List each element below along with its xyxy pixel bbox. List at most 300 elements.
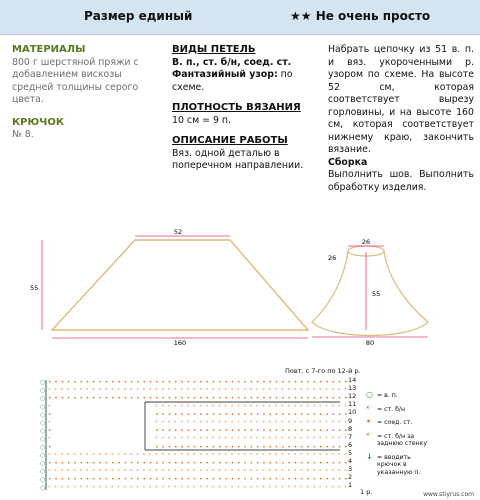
chart-stitch: • (243, 395, 247, 403)
chart-stitch: ˣ (218, 419, 221, 427)
chart-stitch: • (300, 460, 304, 467)
chart-stitch: • (129, 460, 134, 467)
chart-stitch: ˣ (155, 451, 158, 459)
chart-stitch: • (66, 476, 71, 484)
chart-stitch: • (205, 411, 210, 419)
chart-stitch: ˣ (142, 484, 146, 492)
chart-stitch: ˣ (331, 419, 335, 427)
chart-stitch: • (186, 411, 191, 419)
chart-stitch: • (243, 476, 247, 484)
chart-stitch: • (192, 427, 197, 435)
chart-stitch: ˣ (274, 403, 278, 411)
chart-stitch: ˣ (48, 419, 51, 427)
chart-stitch: • (104, 395, 109, 403)
chart-stitch: ˣ (142, 468, 146, 476)
chart-stitch: ˣ (174, 468, 177, 476)
chart-stitch: ˣ (337, 468, 341, 476)
chart-stitch: ˣ (180, 468, 183, 476)
chart-stitch: • (79, 395, 84, 403)
chart-stitch: ˣ (161, 435, 165, 443)
chart-stitch: • (155, 411, 159, 419)
chart-stitch: • (331, 476, 336, 484)
chart-stitch: ˣ (281, 451, 284, 459)
chart-stitch: ˣ (331, 387, 335, 395)
chart-stitch: • (136, 476, 140, 484)
chart-stitch: • (331, 411, 336, 419)
chart-stitch: • (268, 476, 273, 484)
chart-chain: ○ (40, 476, 46, 484)
chart-stitch: • (142, 395, 147, 403)
chart-stitch: • (318, 427, 323, 435)
chart-stitch: ˣ (344, 419, 347, 427)
chart-stitch: • (117, 460, 121, 467)
chart-stitch: ˣ (306, 387, 309, 395)
chart-stitch: • (180, 476, 184, 484)
chart-stitch: • (318, 443, 323, 451)
chart-stitch: ˣ (255, 435, 259, 443)
chart-stitch: • (123, 460, 128, 467)
chart-stitch: ˣ (344, 403, 347, 411)
chart-stitch: ˣ (199, 435, 202, 443)
chart-stitch: ˣ (161, 403, 165, 411)
worn-side-label: 26 (328, 254, 337, 262)
chart-stitch: ˣ (60, 387, 64, 395)
chart-stitch: • (66, 460, 71, 467)
chart-stitch: • (60, 460, 65, 467)
chart-stitch: • (306, 427, 310, 435)
chart-stitch: • (148, 395, 153, 403)
chart-stitch: • (98, 395, 102, 403)
chart-stitch: ˣ (54, 451, 57, 459)
flat-top-label: 52 (173, 228, 183, 236)
hook-title: КРЮЧОК (12, 116, 64, 128)
chart-stitch: ˣ (312, 403, 316, 411)
chart-stitch: • (331, 460, 336, 467)
chart-stitch: • (167, 379, 172, 386)
chart-stitch: • (104, 476, 109, 484)
chart-stitch: ˣ (344, 387, 347, 395)
chart-stitch: • (199, 476, 203, 484)
chart-stitch: ˣ (243, 387, 246, 395)
chart-stitch: ˣ (268, 468, 272, 476)
chart-stitch: ˣ (92, 484, 95, 492)
chart-stitch: • (199, 460, 203, 467)
chart-stitch: • (337, 395, 342, 403)
chart-stitch: ˣ (262, 435, 265, 443)
chart-stitch: ˣ (331, 451, 335, 459)
chart-stitch: ˣ (192, 387, 196, 395)
chart-stitch: ˣ (281, 468, 284, 476)
chart-stitch: • (211, 395, 216, 403)
chart-stitch: • (104, 379, 109, 386)
chart-stitch: • (274, 427, 279, 435)
chart-stitch: ˣ (268, 451, 272, 459)
chart-stitch: ˣ (148, 387, 152, 395)
chart-stitch: • (180, 395, 184, 403)
chart-stitch: • (180, 427, 184, 435)
chart-stitch: ˣ (155, 435, 158, 443)
chart-stitch: ˣ (306, 435, 309, 443)
chart-stitch: ˣ (136, 468, 139, 476)
chart-stitch: • (274, 460, 279, 467)
chart-stitch: • (142, 476, 147, 484)
chart-stitch: • (199, 427, 203, 435)
chart-stitch: ˣ (111, 468, 114, 476)
chart-stitch: • (161, 379, 165, 386)
chart-stitch: • (281, 427, 285, 435)
chart-stitch: • (325, 476, 329, 484)
chart-stitch: ˣ (293, 435, 297, 443)
chart-stitch: ˣ (155, 387, 158, 395)
chart-stitch: • (155, 443, 159, 451)
chart-stitch: ˣ (243, 435, 246, 443)
chart-stitch: ˣ (117, 484, 120, 492)
chart-stitch: • (92, 460, 96, 467)
chart-stitch: ˣ (148, 468, 152, 476)
chart-stitch: • (337, 379, 342, 386)
chart-stitch: • (192, 411, 197, 419)
chart-stitch: • (318, 411, 323, 419)
fancy-text: по схеме. (172, 69, 293, 93)
chart-stitch: • (111, 379, 115, 386)
chart-stitch: • (325, 427, 329, 435)
chart-stitch: • (255, 476, 260, 484)
chart-stitch: ˣ (218, 435, 221, 443)
chart-stitch: • (249, 379, 254, 386)
chart-stitch: ˣ (293, 468, 297, 476)
chart-stitch: ˣ (205, 468, 209, 476)
chart-stitch: • (300, 476, 304, 484)
chart-stitch: ˣ (98, 468, 102, 476)
chart-stitch: ˣ (205, 435, 209, 443)
worn-height-label: 55 (372, 290, 381, 298)
chart-stitch: ˣ (344, 468, 347, 476)
chart-stitch: ˣ (230, 484, 234, 492)
chart-stitch: • (318, 460, 323, 467)
chart-stitch: ˣ (230, 419, 234, 427)
chart-stitch: • (237, 379, 241, 386)
chart-stitch: • (129, 379, 134, 386)
chart-stitch: ˣ (237, 403, 240, 411)
chart-stitch: ˣ (60, 468, 64, 476)
chart-stitch: • (325, 443, 329, 451)
chart-stitch: • (180, 411, 184, 419)
chart-stitch: • (192, 379, 197, 386)
chart-stitch: ˣ (218, 403, 221, 411)
chart-stitch: • (255, 379, 260, 386)
chart-stitch: • (155, 460, 159, 467)
chart-stitch: ˣ (325, 468, 328, 476)
chart-stitch: • (79, 460, 84, 467)
chart-stitch: ˣ (262, 387, 265, 395)
chart-stitch: • (281, 460, 285, 467)
chart-stitch: • (331, 395, 336, 403)
first-row-label: 1 р. (360, 488, 373, 496)
chart-stitch: ˣ (92, 451, 95, 459)
chart-chain: ○ (40, 451, 46, 459)
chart-stitch: ˣ (66, 468, 70, 476)
density-title: ПЛОТНОСТЬ ВЯЗАНИЯ (172, 102, 301, 113)
chart-stitch: ˣ (274, 484, 278, 492)
chart-stitch: ˣ (180, 419, 183, 427)
chart-stitch: ˣ (218, 468, 221, 476)
chart-stitch: • (312, 411, 317, 419)
chart-stitch: • (148, 379, 153, 386)
chart-stitch: ˣ (255, 387, 259, 395)
chart-stitch: • (237, 427, 241, 435)
chart-stitch: • (218, 395, 222, 403)
chart-chain: ○ (40, 460, 46, 467)
chart-stitch: ˣ (249, 435, 253, 443)
chart-stitch: • (174, 395, 178, 403)
chart-stitch: • (325, 395, 329, 403)
chart-stitch: ˣ (224, 451, 228, 459)
chart-stitch: ˣ (199, 387, 202, 395)
chart-stitch: • (274, 476, 279, 484)
chart-stitch: • (224, 427, 228, 435)
chart-stitch: • (54, 476, 58, 484)
chart-stitch: ˣ (60, 484, 64, 492)
chart-stitch: • (60, 476, 65, 484)
chart-stitch: ˣ (161, 419, 165, 427)
chart-stitch: • (287, 395, 291, 403)
chart-stitch: ˣ (136, 387, 139, 395)
chart-stitch: ˣ (300, 387, 303, 395)
chart-stitch: ˣ (117, 387, 120, 395)
chart-stitch: • (318, 395, 323, 403)
chart-stitch: ˣ (300, 484, 303, 492)
chart-stitch: • (249, 443, 254, 451)
chart-stitch: • (161, 443, 165, 451)
chart-stitch: • (161, 460, 165, 467)
chart-stitch: • (255, 443, 260, 451)
chart-stitch: ˣ (186, 419, 190, 427)
chart-stitch: • (268, 379, 273, 386)
chart-stitch: • (331, 443, 336, 451)
assembly-text: Выполнить шов. Выполнить обработку изделия. (328, 169, 474, 193)
chart-stitch: • (85, 379, 90, 386)
chart-stitch: • (111, 395, 115, 403)
row-number: 14 (348, 376, 357, 384)
chart-stitch: • (211, 476, 216, 484)
chart-stitch: • (243, 411, 247, 419)
chart-stitch: ˣ (224, 435, 228, 443)
chart-stitch: ˣ (211, 451, 215, 459)
chart-stitch: • (344, 427, 348, 435)
chart-stitch: • (312, 379, 317, 386)
chart-stitch: • (54, 460, 58, 467)
chart-stitch: ˣ (306, 451, 309, 459)
chart-stitch: • (186, 427, 191, 435)
chart-stitch: ˣ (111, 484, 114, 492)
chart-stitch: ˣ (224, 468, 228, 476)
chart-stitch: • (230, 379, 235, 386)
row-number: 4 (348, 457, 353, 465)
chart-chain: ○ (40, 443, 46, 451)
chart-stitch: ˣ (199, 419, 202, 427)
chart-stitch: • (243, 379, 247, 386)
chart-stitch: ˣ (268, 484, 272, 492)
slip-stitch-icon: • (366, 417, 372, 426)
chart-stitch: • (262, 379, 266, 386)
chart-stitch: ˣ (318, 451, 322, 459)
chart-stitch: • (111, 460, 115, 467)
chart-stitch: ˣ (337, 435, 341, 443)
chart-stitch: ˣ (211, 387, 215, 395)
chart-stitch: • (325, 411, 329, 419)
chart-stitch: ˣ (48, 484, 51, 492)
chart-stitch: ˣ (123, 451, 127, 459)
chart-stitch: • (142, 460, 147, 467)
chart-stitch: ˣ (344, 435, 347, 443)
chart-stitch: • (104, 460, 109, 467)
flat-height-label: 55 (30, 284, 39, 292)
chart-stitch: • (224, 379, 228, 386)
chart-stitch: ˣ (142, 387, 146, 395)
chart-stitch: • (287, 460, 291, 467)
chart-stitch: ˣ (325, 484, 328, 492)
chart-stitch: • (300, 395, 304, 403)
chart-chain: ○ (40, 387, 46, 395)
chart-stitch: ˣ (104, 484, 108, 492)
row-number: 7 (348, 432, 353, 441)
chart-stitch: • (205, 379, 210, 386)
chart-stitch: ˣ (293, 451, 297, 459)
chart-stitch: ˣ (230, 468, 234, 476)
chart-stitch: • (218, 379, 222, 386)
chart-stitch: • (186, 443, 191, 451)
chart-stitch: • (199, 395, 203, 403)
chart-stitch: ˣ (312, 435, 316, 443)
flat-bottom-label: 160 (173, 339, 187, 347)
chart-stitch: ˣ (306, 484, 309, 492)
chart-stitch: • (211, 411, 216, 419)
row-number: 8 (348, 424, 353, 433)
chart-stitch: • (48, 411, 52, 419)
chart-stitch: ˣ (337, 403, 341, 411)
chart-stitch: • (85, 395, 90, 403)
chart-stitch: ˣ (73, 451, 76, 459)
chart-stitch: • (48, 476, 52, 484)
chart-stitch: • (224, 411, 228, 419)
chart-stitch: ˣ (180, 387, 183, 395)
chart-stitch: • (123, 476, 128, 484)
chart-stitch: • (344, 443, 348, 451)
chart-stitch: • (312, 395, 317, 403)
chart-stitch: • (161, 411, 165, 419)
chart-stitch: • (174, 460, 178, 467)
chart-stitch: ˣ (255, 419, 259, 427)
chart-stitch: ˣ (180, 451, 183, 459)
chart-stitch: • (73, 460, 77, 467)
chart-stitch: ˣ (205, 451, 209, 459)
chart-stitch: ˣ (161, 451, 165, 459)
back-loop-icon: ˣ (366, 430, 370, 440)
chart-stitch: • (281, 476, 285, 484)
chart-stitch: • (249, 476, 254, 484)
chart-stitch: ˣ (211, 468, 215, 476)
chart-stitch: • (268, 443, 273, 451)
chart-stitch: ˣ (85, 387, 89, 395)
chart-stitch: ˣ (129, 468, 133, 476)
chart-stitch: ˣ (92, 468, 95, 476)
chart-stitch: • (331, 427, 336, 435)
chart-stitch: ˣ (268, 403, 272, 411)
chart-stitch: ˣ (293, 419, 297, 427)
chart-stitch: • (98, 476, 102, 484)
chart-stitch: • (136, 395, 140, 403)
chart-stitch: • (167, 427, 172, 435)
chart-stitch: ˣ (344, 451, 347, 459)
chart-stitch: ˣ (237, 419, 240, 427)
chart-stitch: ˣ (174, 403, 177, 411)
chart-stitch: ˣ (230, 451, 234, 459)
chart-stitch: ˣ (148, 484, 152, 492)
site-watermark: www.stiyrus.com (423, 491, 474, 498)
chart-stitch: • (186, 379, 191, 386)
chart-stitch: ˣ (211, 435, 215, 443)
chart-stitch: ˣ (318, 419, 322, 427)
chart-stitch: ˣ (293, 403, 297, 411)
chart-stitch: • (293, 379, 298, 386)
chart-stitch: ˣ (66, 484, 70, 492)
chart-stitch: ˣ (224, 403, 228, 411)
chart-stitch: • (199, 379, 203, 386)
chart-stitch: ˣ (111, 451, 114, 459)
chart-stitch: • (300, 427, 304, 435)
chart-stitch: • (48, 379, 52, 386)
legend-item: ˣ = ст. б/н за заднюю стенку (366, 430, 428, 447)
chart-stitch: ˣ (167, 484, 171, 492)
chart-stitch: • (262, 427, 266, 435)
chain-icon: ○ (366, 390, 373, 399)
chart-stitch: • (306, 395, 310, 403)
chart-stitch: • (92, 379, 96, 386)
chart-stitch: • (224, 395, 228, 403)
legend-item: • = соед. ст. (366, 417, 413, 426)
chart-stitch: • (205, 427, 210, 435)
chart-stitch: ˣ (224, 419, 228, 427)
chart-stitch: ˣ (48, 387, 51, 395)
chart-stitch: ˣ (312, 451, 316, 459)
chart-stitch: • (167, 460, 172, 467)
chart-stitch: ˣ (287, 468, 291, 476)
chart-stitch: ˣ (337, 419, 341, 427)
chart-stitch: ˣ (104, 468, 108, 476)
chart-stitch: • (268, 395, 273, 403)
chart-stitch: ˣ (268, 387, 272, 395)
chart-stitch: ˣ (199, 451, 202, 459)
chart-stitch: ˣ (123, 387, 127, 395)
chart-stitch: • (274, 411, 279, 419)
chart-stitch: ˣ (155, 484, 158, 492)
chart-stitch: • (136, 460, 140, 467)
chart-stitch: ˣ (325, 387, 328, 395)
chart-stitch: ˣ (123, 468, 127, 476)
chart-stitch: • (205, 460, 210, 467)
chart-stitch: ˣ (92, 387, 95, 395)
chart-stitch: • (111, 476, 115, 484)
chart-stitch: ˣ (281, 419, 284, 427)
chart-stitch: ˣ (192, 435, 196, 443)
chart-stitch: ˣ (255, 451, 259, 459)
chart-stitch: • (205, 476, 210, 484)
instructions-text: Набрать цепочку из 51 в. п. и вяз. укороченными р. узором по схеме. На высоте 52 см, которая соответствует вырезу горловины, и на высоте 160 см, которая соответствует нижнему краю, закончить вязание. (328, 44, 474, 155)
chart-stitch: • (48, 427, 52, 435)
chart-stitch: • (337, 427, 342, 435)
difficulty-label: ★★ Не очень просто (290, 9, 431, 23)
row-number: 9 (348, 416, 353, 425)
